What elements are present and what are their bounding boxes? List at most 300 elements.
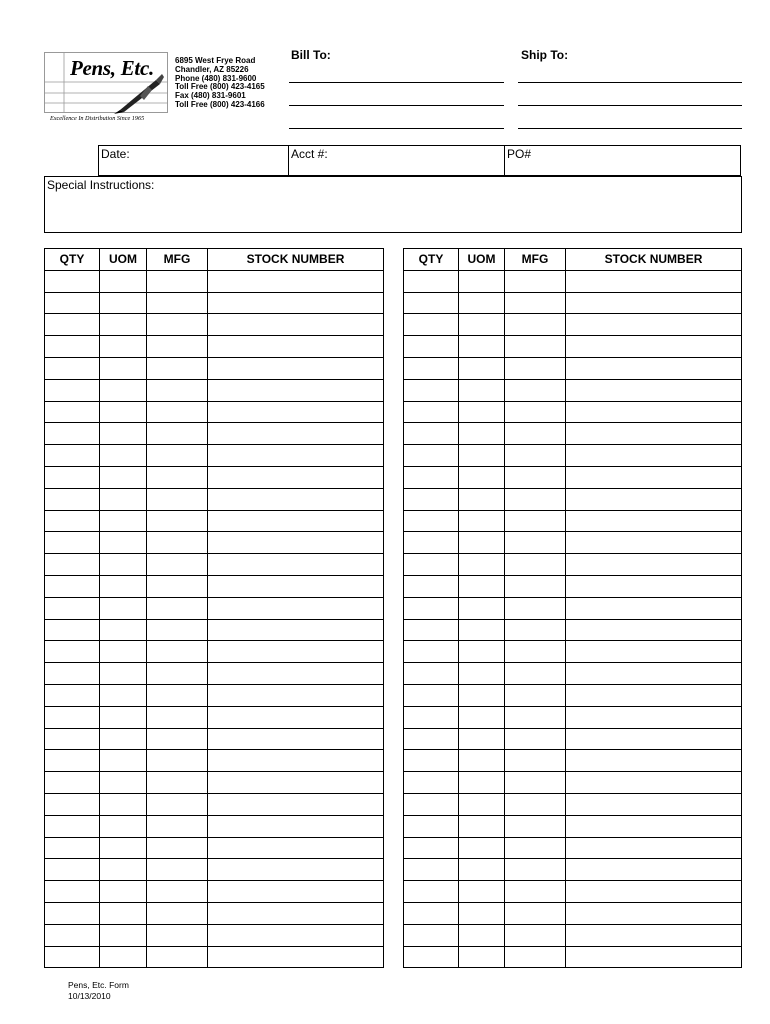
uom-cell[interactable] xyxy=(100,619,147,641)
uom-cell[interactable] xyxy=(459,815,505,837)
ship-to-line[interactable] xyxy=(518,128,742,129)
table-row xyxy=(404,575,742,597)
qty-cell[interactable] xyxy=(404,772,459,794)
mfg-cell[interactable] xyxy=(147,445,208,467)
special-instructions-label: Special Instructions: xyxy=(47,178,155,192)
stock-number-cell[interactable] xyxy=(566,357,742,379)
qty-cell[interactable] xyxy=(404,706,459,728)
stock-number-cell[interactable] xyxy=(566,270,742,292)
stock-number-cell[interactable] xyxy=(566,510,742,532)
stock-number-cell[interactable] xyxy=(208,815,384,837)
stock-number-cell[interactable] xyxy=(566,684,742,706)
stock-number-cell[interactable] xyxy=(566,488,742,510)
qty-cell[interactable] xyxy=(45,793,100,815)
uom-cell[interactable] xyxy=(459,684,505,706)
uom-cell[interactable] xyxy=(100,881,147,903)
qty-cell[interactable] xyxy=(404,859,459,881)
table-header-row xyxy=(45,249,384,271)
stock-number-cell[interactable] xyxy=(566,554,742,576)
mfg-cell[interactable] xyxy=(505,902,566,924)
uom-cell[interactable] xyxy=(459,292,505,314)
qty-cell[interactable] xyxy=(404,619,459,641)
ship-to-line[interactable] xyxy=(518,105,742,106)
qty-cell[interactable] xyxy=(404,466,459,488)
qty-cell[interactable] xyxy=(404,423,459,445)
stock-number-cell[interactable] xyxy=(566,379,742,401)
qty-cell[interactable] xyxy=(45,270,100,292)
table-row xyxy=(45,750,384,772)
uom-cell[interactable] xyxy=(459,946,505,968)
mfg-cell[interactable] xyxy=(505,663,566,685)
stock-number-cell[interactable] xyxy=(566,706,742,728)
uom-cell[interactable] xyxy=(459,924,505,946)
order-table-right xyxy=(403,248,742,968)
mfg-cell[interactable] xyxy=(147,684,208,706)
mfg-cell[interactable] xyxy=(147,946,208,968)
mfg-cell[interactable] xyxy=(147,772,208,794)
mfg-cell[interactable] xyxy=(505,532,566,554)
table-row xyxy=(45,270,384,292)
stock-number-cell[interactable] xyxy=(208,772,384,794)
uom-cell[interactable] xyxy=(100,706,147,728)
table-row xyxy=(45,554,384,576)
qty-cell[interactable] xyxy=(45,663,100,685)
mfg-cell[interactable] xyxy=(505,684,566,706)
table-row xyxy=(45,292,384,314)
qty-cell[interactable] xyxy=(45,401,100,423)
qty-cell[interactable] xyxy=(45,859,100,881)
stock-number-cell[interactable] xyxy=(208,445,384,467)
qty-cell[interactable] xyxy=(45,292,100,314)
stock-number-cell[interactable] xyxy=(566,423,742,445)
mfg-cell[interactable] xyxy=(505,706,566,728)
uom-cell[interactable] xyxy=(100,575,147,597)
mfg-cell[interactable] xyxy=(505,336,566,358)
stock-number-cell[interactable] xyxy=(566,815,742,837)
qty-cell[interactable] xyxy=(45,510,100,532)
stock-number-cell[interactable] xyxy=(208,314,384,336)
qty-cell[interactable] xyxy=(404,292,459,314)
qty-cell[interactable] xyxy=(45,706,100,728)
uom-cell[interactable] xyxy=(459,706,505,728)
qty-cell[interactable] xyxy=(45,423,100,445)
table-row xyxy=(404,619,742,641)
table-row xyxy=(45,772,384,794)
stock-number-cell[interactable] xyxy=(208,488,384,510)
mfg-cell[interactable] xyxy=(147,619,208,641)
stock-number-cell[interactable] xyxy=(566,401,742,423)
stock-number-cell[interactable] xyxy=(208,881,384,903)
qty-cell[interactable] xyxy=(404,728,459,750)
qty-cell[interactable] xyxy=(45,554,100,576)
table-row xyxy=(45,466,384,488)
mfg-cell[interactable] xyxy=(505,924,566,946)
uom-cell[interactable] xyxy=(459,859,505,881)
qty-cell[interactable] xyxy=(404,575,459,597)
stock-number-cell[interactable] xyxy=(566,924,742,946)
uom-cell[interactable] xyxy=(100,902,147,924)
bill-to-line[interactable] xyxy=(289,82,504,83)
mfg-cell[interactable] xyxy=(147,292,208,314)
qty-cell[interactable] xyxy=(45,575,100,597)
mfg-cell[interactable] xyxy=(147,837,208,859)
mfg-cell[interactable] xyxy=(147,728,208,750)
qty-cell[interactable] xyxy=(45,772,100,794)
stock-number-cell[interactable] xyxy=(566,793,742,815)
mfg-cell[interactable] xyxy=(505,401,566,423)
uom-cell[interactable] xyxy=(459,466,505,488)
mfg-cell[interactable] xyxy=(147,357,208,379)
uom-cell[interactable] xyxy=(459,793,505,815)
uom-cell[interactable] xyxy=(459,314,505,336)
uom-cell[interactable] xyxy=(100,292,147,314)
stock-number-cell[interactable] xyxy=(208,336,384,358)
address-line: Chandler, AZ 85226 xyxy=(175,64,249,74)
stock-number-cell[interactable] xyxy=(566,466,742,488)
uom-cell[interactable] xyxy=(100,554,147,576)
uom-cell[interactable] xyxy=(100,336,147,358)
uom-cell[interactable] xyxy=(100,684,147,706)
table-row xyxy=(45,641,384,663)
mfg-cell[interactable] xyxy=(147,270,208,292)
stock-number-cell[interactable] xyxy=(566,750,742,772)
ship-to-line[interactable] xyxy=(518,82,742,83)
qty-cell[interactable] xyxy=(45,837,100,859)
uom-cell[interactable] xyxy=(459,270,505,292)
order-table-left xyxy=(44,248,384,968)
stock-number-cell[interactable] xyxy=(208,510,384,532)
mfg-cell[interactable] xyxy=(505,357,566,379)
stock-number-cell[interactable] xyxy=(208,663,384,685)
stock-number-cell[interactable] xyxy=(566,314,742,336)
mfg-cell[interactable] xyxy=(505,793,566,815)
qty-cell[interactable] xyxy=(404,357,459,379)
uom-cell[interactable] xyxy=(459,902,505,924)
qty-cell[interactable] xyxy=(404,445,459,467)
po-field[interactable] xyxy=(505,146,740,175)
qty-cell[interactable] xyxy=(45,314,100,336)
stock-number-cell[interactable] xyxy=(208,924,384,946)
qty-cell[interactable] xyxy=(45,684,100,706)
qty-cell[interactable] xyxy=(404,314,459,336)
uom-cell[interactable] xyxy=(100,357,147,379)
mfg-cell[interactable] xyxy=(505,815,566,837)
stock-number-cell[interactable] xyxy=(566,837,742,859)
table-row xyxy=(45,532,384,554)
qty-cell[interactable] xyxy=(404,837,459,859)
table-row xyxy=(45,728,384,750)
mfg-cell[interactable] xyxy=(147,336,208,358)
stock-number-cell[interactable] xyxy=(208,423,384,445)
col-header-uom: UOM xyxy=(100,249,147,271)
uom-cell[interactable] xyxy=(100,772,147,794)
stock-number-cell[interactable] xyxy=(208,837,384,859)
col-header-stock-number: STOCK NUMBER xyxy=(566,249,742,271)
stock-number-cell[interactable] xyxy=(208,597,384,619)
qty-cell[interactable] xyxy=(45,815,100,837)
uom-cell[interactable] xyxy=(459,837,505,859)
qty-cell[interactable] xyxy=(45,902,100,924)
stock-number-cell[interactable] xyxy=(208,859,384,881)
qty-cell[interactable] xyxy=(404,902,459,924)
mfg-cell[interactable] xyxy=(505,597,566,619)
qty-cell[interactable] xyxy=(404,815,459,837)
uom-cell[interactable] xyxy=(100,401,147,423)
stock-number-cell[interactable] xyxy=(208,750,384,772)
qty-cell[interactable] xyxy=(404,554,459,576)
stock-number-cell[interactable] xyxy=(566,292,742,314)
mfg-cell[interactable] xyxy=(147,379,208,401)
stock-number-cell[interactable] xyxy=(208,575,384,597)
uom-cell[interactable] xyxy=(100,379,147,401)
stock-number-cell[interactable] xyxy=(566,881,742,903)
stock-number-cell[interactable] xyxy=(208,641,384,663)
uom-cell[interactable] xyxy=(459,445,505,467)
qty-cell[interactable] xyxy=(404,401,459,423)
qty-cell[interactable] xyxy=(404,270,459,292)
uom-cell[interactable] xyxy=(459,336,505,358)
mfg-cell[interactable] xyxy=(147,401,208,423)
table-row xyxy=(45,881,384,903)
mfg-cell[interactable] xyxy=(147,793,208,815)
stock-number-cell[interactable] xyxy=(208,401,384,423)
mfg-cell[interactable] xyxy=(505,466,566,488)
uom-cell[interactable] xyxy=(100,423,147,445)
table-row xyxy=(404,815,742,837)
uom-cell[interactable] xyxy=(459,423,505,445)
stock-number-cell[interactable] xyxy=(566,597,742,619)
uom-cell[interactable] xyxy=(459,597,505,619)
uom-cell[interactable] xyxy=(100,445,147,467)
mfg-cell[interactable] xyxy=(147,554,208,576)
uom-cell[interactable] xyxy=(459,641,505,663)
mfg-cell[interactable] xyxy=(505,728,566,750)
stock-number-cell[interactable] xyxy=(208,902,384,924)
mfg-cell[interactable] xyxy=(505,314,566,336)
uom-cell[interactable] xyxy=(459,554,505,576)
uom-cell[interactable] xyxy=(459,728,505,750)
uom-cell[interactable] xyxy=(100,924,147,946)
stock-number-cell[interactable] xyxy=(208,379,384,401)
special-instructions-field[interactable] xyxy=(44,176,742,233)
table-row xyxy=(45,663,384,685)
uom-cell[interactable] xyxy=(459,532,505,554)
qty-cell[interactable] xyxy=(404,750,459,772)
logo-title: Pens, Etc. xyxy=(70,56,154,80)
mfg-cell[interactable] xyxy=(147,902,208,924)
uom-cell[interactable] xyxy=(459,881,505,903)
mfg-cell[interactable] xyxy=(147,815,208,837)
uom-cell[interactable] xyxy=(100,946,147,968)
uom-cell[interactable] xyxy=(459,488,505,510)
stock-number-cell[interactable] xyxy=(566,859,742,881)
mfg-cell[interactable] xyxy=(147,423,208,445)
qty-cell[interactable] xyxy=(404,946,459,968)
mfg-cell[interactable] xyxy=(147,924,208,946)
date-field[interactable] xyxy=(99,146,289,175)
qty-cell[interactable] xyxy=(404,532,459,554)
mfg-cell[interactable] xyxy=(505,270,566,292)
qty-cell[interactable] xyxy=(45,445,100,467)
uom-cell[interactable] xyxy=(459,772,505,794)
mfg-cell[interactable] xyxy=(147,510,208,532)
order-rows-right xyxy=(404,270,742,968)
bill-to-line[interactable] xyxy=(289,128,504,129)
qty-cell[interactable] xyxy=(45,619,100,641)
mfg-cell[interactable] xyxy=(147,750,208,772)
uom-cell[interactable] xyxy=(459,619,505,641)
stock-number-cell[interactable] xyxy=(566,336,742,358)
stock-number-cell[interactable] xyxy=(566,946,742,968)
col-header-qty: QTY xyxy=(404,249,459,271)
uom-cell[interactable] xyxy=(100,314,147,336)
stock-number-cell[interactable] xyxy=(208,292,384,314)
uom-cell[interactable] xyxy=(100,466,147,488)
stock-number-cell[interactable] xyxy=(208,270,384,292)
qty-cell[interactable] xyxy=(404,379,459,401)
qty-cell[interactable] xyxy=(404,641,459,663)
stock-number-cell[interactable] xyxy=(566,641,742,663)
mfg-cell[interactable] xyxy=(505,488,566,510)
qty-cell[interactable] xyxy=(45,357,100,379)
uom-cell[interactable] xyxy=(459,510,505,532)
table-row xyxy=(404,859,742,881)
table-row xyxy=(45,684,384,706)
mfg-cell[interactable] xyxy=(147,663,208,685)
uom-cell[interactable] xyxy=(100,597,147,619)
stock-number-cell[interactable] xyxy=(208,619,384,641)
uom-cell[interactable] xyxy=(459,357,505,379)
qty-cell[interactable] xyxy=(404,793,459,815)
col-header-mfg: MFG xyxy=(505,249,566,271)
mfg-cell[interactable] xyxy=(505,379,566,401)
uom-cell[interactable] xyxy=(459,750,505,772)
qty-cell[interactable] xyxy=(404,336,459,358)
uom-cell[interactable] xyxy=(100,488,147,510)
uom-cell[interactable] xyxy=(100,663,147,685)
qty-cell[interactable] xyxy=(404,510,459,532)
uom-cell[interactable] xyxy=(100,793,147,815)
mfg-cell[interactable] xyxy=(147,597,208,619)
uom-cell[interactable] xyxy=(100,728,147,750)
stock-number-cell[interactable] xyxy=(566,445,742,467)
stock-number-cell[interactable] xyxy=(208,684,384,706)
stock-number-cell[interactable] xyxy=(566,575,742,597)
qty-cell[interactable] xyxy=(45,641,100,663)
table-row xyxy=(45,859,384,881)
mfg-cell[interactable] xyxy=(505,510,566,532)
uom-cell[interactable] xyxy=(100,270,147,292)
stock-number-cell[interactable] xyxy=(566,663,742,685)
qty-cell[interactable] xyxy=(45,336,100,358)
uom-cell[interactable] xyxy=(100,837,147,859)
stock-number-cell[interactable] xyxy=(208,793,384,815)
mfg-cell[interactable] xyxy=(505,641,566,663)
stock-number-cell[interactable] xyxy=(566,532,742,554)
qty-cell[interactable] xyxy=(404,924,459,946)
qty-cell[interactable] xyxy=(45,728,100,750)
po-label: PO# xyxy=(507,147,532,161)
stock-number-cell[interactable] xyxy=(208,357,384,379)
uom-cell[interactable] xyxy=(459,379,505,401)
qty-cell[interactable] xyxy=(404,597,459,619)
mfg-cell[interactable] xyxy=(147,314,208,336)
table-row xyxy=(404,684,742,706)
uom-cell[interactable] xyxy=(100,510,147,532)
mfg-cell[interactable] xyxy=(505,859,566,881)
mfg-cell[interactable] xyxy=(147,859,208,881)
table-row xyxy=(404,728,742,750)
stock-number-cell[interactable] xyxy=(566,772,742,794)
stock-number-cell[interactable] xyxy=(208,706,384,728)
qty-cell[interactable] xyxy=(404,488,459,510)
qty-cell[interactable] xyxy=(45,488,100,510)
qty-cell[interactable] xyxy=(404,684,459,706)
qty-cell[interactable] xyxy=(45,924,100,946)
mfg-cell[interactable] xyxy=(505,445,566,467)
uom-cell[interactable] xyxy=(459,401,505,423)
table-row xyxy=(404,270,742,292)
qty-cell[interactable] xyxy=(45,881,100,903)
mfg-cell[interactable] xyxy=(505,619,566,641)
uom-cell[interactable] xyxy=(100,641,147,663)
uom-cell[interactable] xyxy=(459,575,505,597)
mfg-cell[interactable] xyxy=(505,772,566,794)
mfg-cell[interactable] xyxy=(147,488,208,510)
mfg-cell[interactable] xyxy=(505,292,566,314)
mfg-cell[interactable] xyxy=(147,641,208,663)
stock-number-cell[interactable] xyxy=(208,466,384,488)
mfg-cell[interactable] xyxy=(147,466,208,488)
stock-number-cell[interactable] xyxy=(566,902,742,924)
mfg-cell[interactable] xyxy=(505,423,566,445)
uom-cell[interactable] xyxy=(100,532,147,554)
mfg-cell[interactable] xyxy=(505,946,566,968)
acct-field[interactable] xyxy=(289,146,505,175)
mfg-cell[interactable] xyxy=(147,881,208,903)
uom-cell[interactable] xyxy=(100,815,147,837)
stock-number-cell[interactable] xyxy=(208,532,384,554)
mfg-cell[interactable] xyxy=(505,750,566,772)
stock-number-cell[interactable] xyxy=(208,728,384,750)
uom-cell[interactable] xyxy=(100,750,147,772)
qty-cell[interactable] xyxy=(45,597,100,619)
mfg-cell[interactable] xyxy=(505,837,566,859)
qty-cell[interactable] xyxy=(404,663,459,685)
stock-number-cell[interactable] xyxy=(208,946,384,968)
address-line: Toll Free (800) 423-4165 xyxy=(175,82,265,92)
mfg-cell[interactable] xyxy=(147,575,208,597)
qty-cell[interactable] xyxy=(45,750,100,772)
qty-cell[interactable] xyxy=(404,881,459,903)
stock-number-cell[interactable] xyxy=(208,554,384,576)
qty-cell[interactable] xyxy=(45,946,100,968)
stock-number-cell[interactable] xyxy=(566,619,742,641)
mfg-cell[interactable] xyxy=(505,554,566,576)
mfg-cell[interactable] xyxy=(147,706,208,728)
qty-cell[interactable] xyxy=(45,532,100,554)
bill-to-line[interactable] xyxy=(289,105,504,106)
uom-cell[interactable] xyxy=(459,663,505,685)
mfg-cell[interactable] xyxy=(505,881,566,903)
qty-cell[interactable] xyxy=(45,466,100,488)
qty-cell[interactable] xyxy=(45,379,100,401)
mfg-cell[interactable] xyxy=(505,575,566,597)
mfg-cell[interactable] xyxy=(147,532,208,554)
stock-number-cell[interactable] xyxy=(566,728,742,750)
table-row xyxy=(404,554,742,576)
uom-cell[interactable] xyxy=(100,859,147,881)
